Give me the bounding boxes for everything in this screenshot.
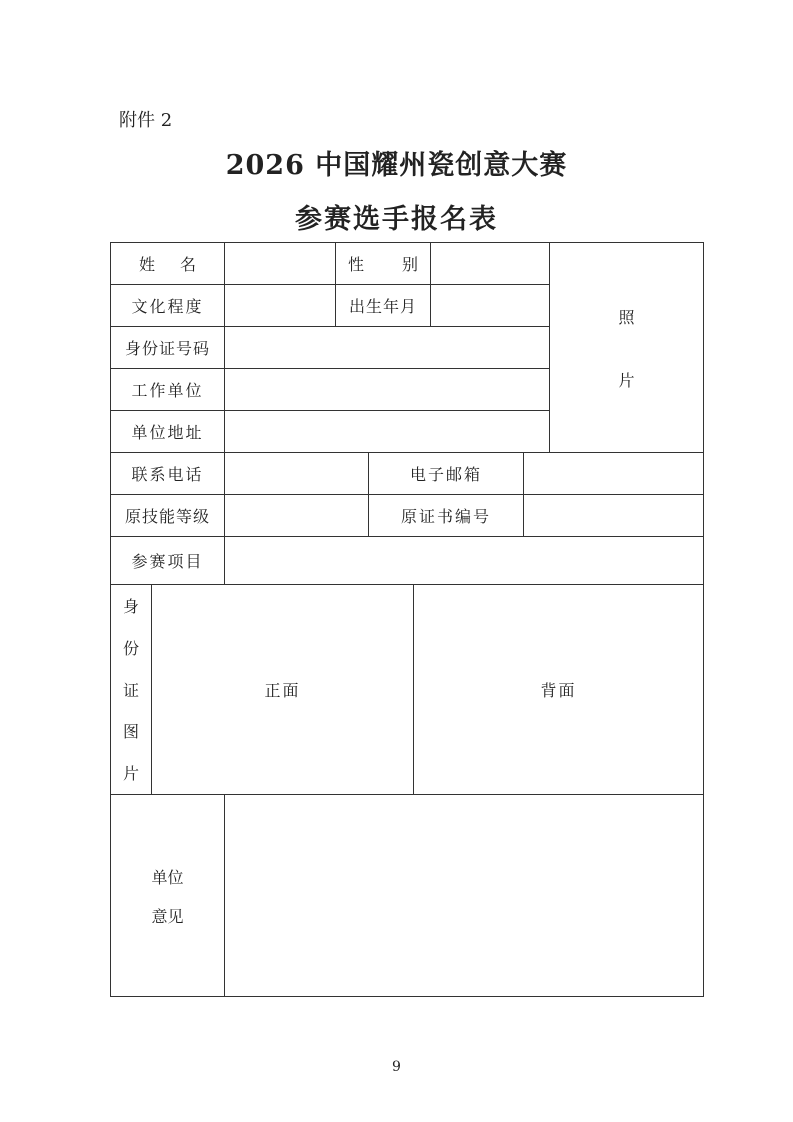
birth-label: 出生年月 [348, 297, 417, 316]
gender-label [336, 243, 430, 284]
photo-label-char: 片 [618, 370, 635, 390]
unit-opinion-label-line: 意见 [151, 906, 184, 926]
project-label: 参赛项目 [131, 552, 204, 571]
id-photo-label [111, 594, 151, 784]
gender-label-char: 别 [401, 255, 418, 274]
work-unit-field[interactable] [225, 369, 549, 410]
id-photo-label-char: 身 [122, 597, 139, 616]
unit-opinion-label-line: 单位 [151, 867, 184, 887]
work-unit-label: 工作单位 [131, 381, 204, 400]
id-photo-label-char: 证 [122, 680, 139, 700]
name-field[interactable] [225, 243, 335, 284]
table-border-bottom [110, 996, 704, 997]
unit-address-label: 单位地址 [131, 423, 204, 442]
id-back-label: 背面 [540, 681, 577, 700]
education-field[interactable] [225, 285, 335, 326]
photo-box[interactable] [550, 243, 703, 452]
name-label [111, 243, 224, 284]
name-label-char: 名 [179, 255, 196, 274]
phone-field[interactable] [225, 453, 368, 494]
id-photo-label-char: 片 [122, 764, 139, 783]
gender-label-char: 性 [348, 255, 365, 274]
form-title: 2026 中国耀州瓷创意大赛 [225, 150, 568, 181]
cert-number-field[interactable] [524, 495, 703, 536]
id-front-box[interactable] [152, 585, 413, 794]
birth-field[interactable] [431, 285, 549, 326]
gender-field[interactable] [431, 243, 549, 284]
photo-label-char: 照 [618, 307, 635, 327]
attachment-label: 附件 2 [119, 110, 173, 131]
skill-level-field[interactable] [225, 495, 368, 536]
id-photo-label-char: 份 [122, 638, 139, 658]
email-label: 电子邮箱 [409, 465, 482, 484]
id-back-box[interactable] [414, 585, 703, 794]
skill-level-label: 原技能等级 [124, 507, 210, 526]
id-front-label: 正面 [264, 681, 301, 700]
id-number-field[interactable] [225, 327, 549, 368]
project-field[interactable] [225, 537, 703, 584]
form-subtitle: 参赛选手报名表 [295, 204, 498, 235]
unit-opinion-label [111, 795, 224, 996]
id-number-label: 身份证号码 [124, 339, 210, 358]
id-photo-label-char: 图 [122, 722, 139, 742]
unit-address-field[interactable] [225, 411, 549, 452]
cert-number-label: 原证书编号 [400, 507, 491, 526]
education-label: 文化程度 [131, 297, 204, 316]
unit-opinion-field[interactable] [225, 795, 703, 996]
table-border-right [703, 242, 704, 997]
name-label-char: 姓 [139, 255, 156, 274]
phone-label: 联系电话 [131, 465, 204, 484]
page-number: 9 [392, 1059, 401, 1075]
email-field[interactable] [524, 453, 703, 494]
